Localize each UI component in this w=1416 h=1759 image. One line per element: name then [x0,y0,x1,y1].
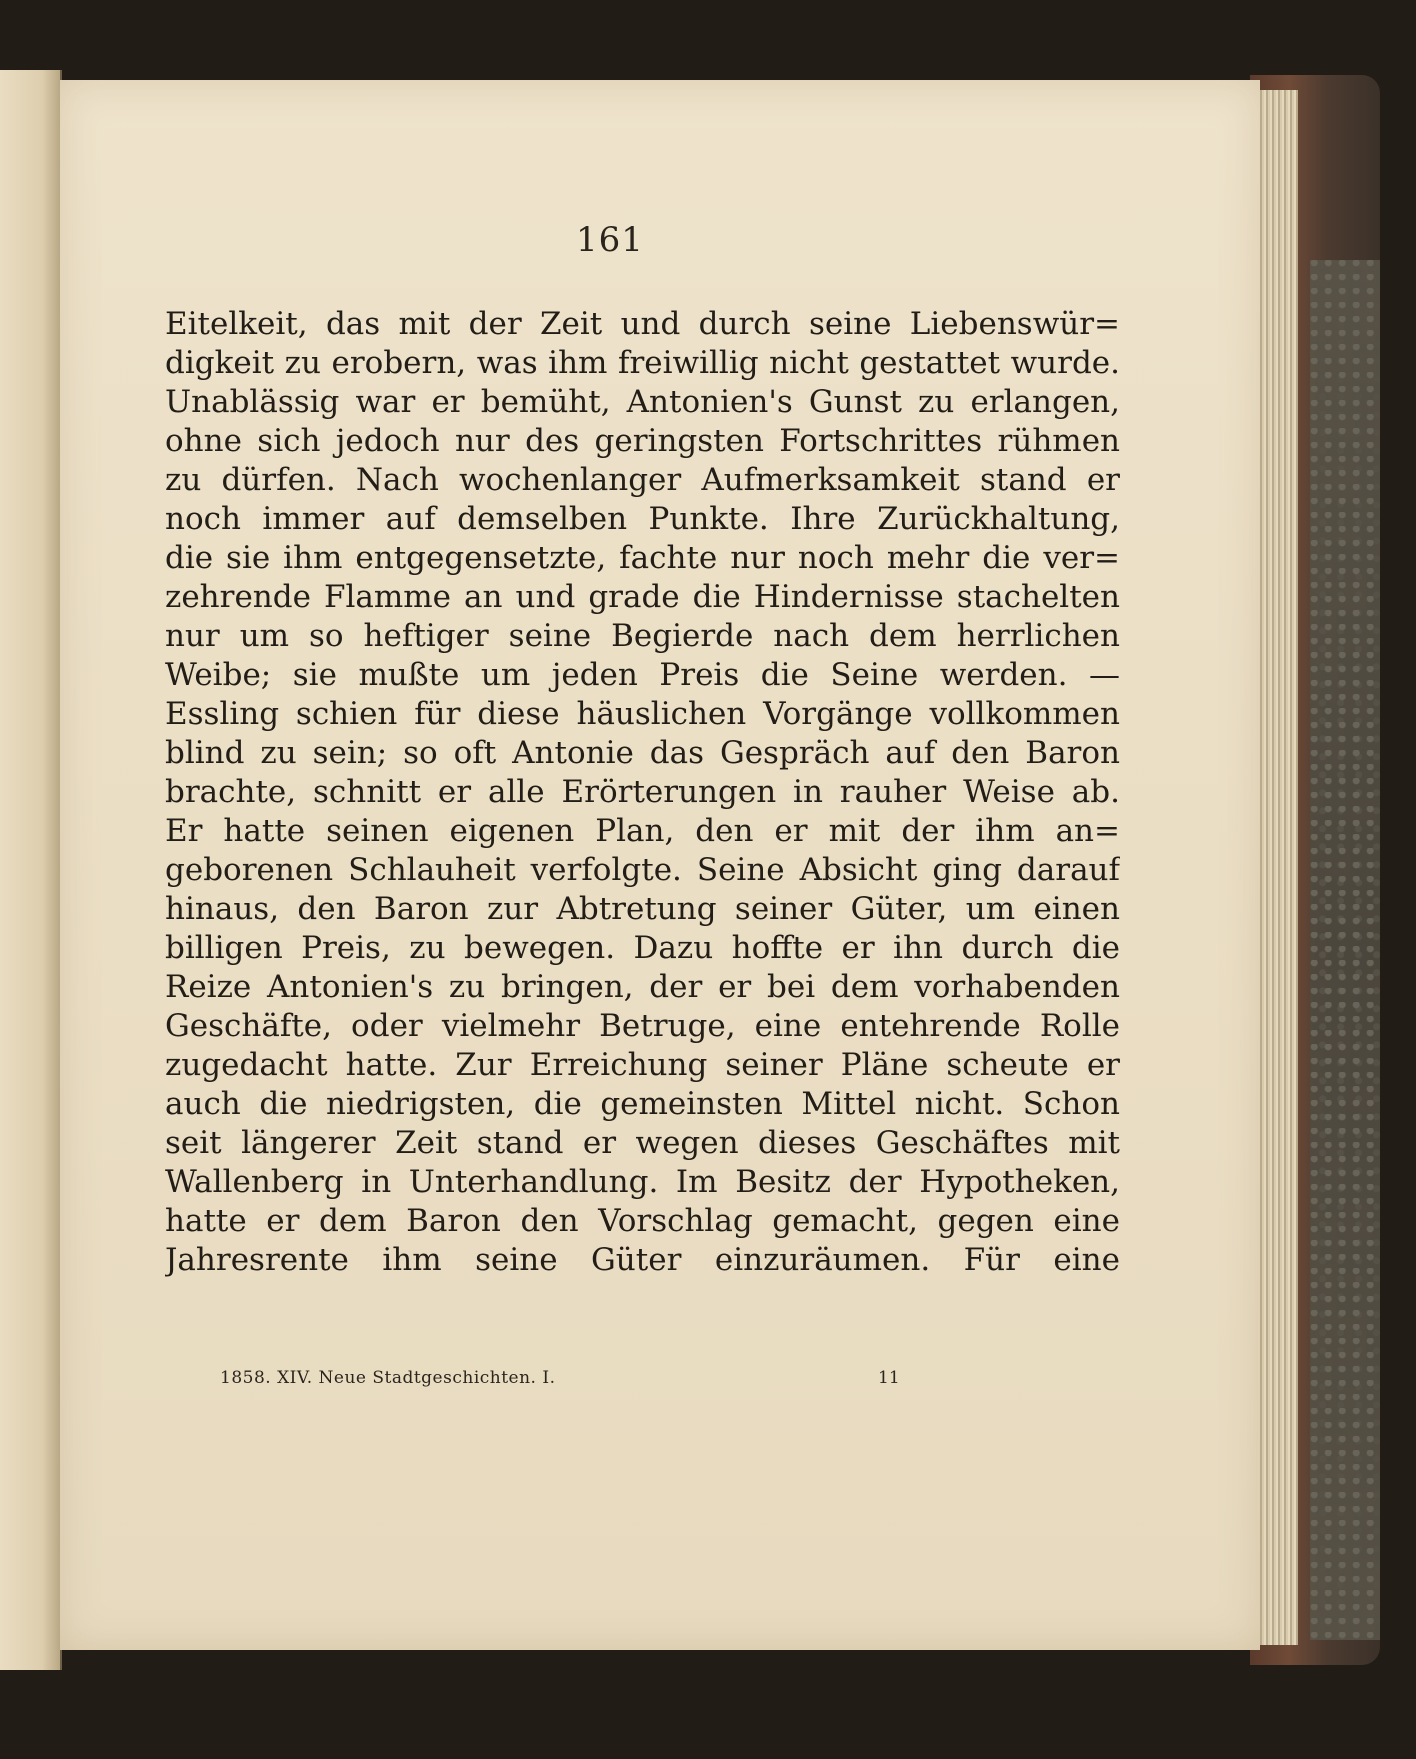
text-line: Geschäfte, oder vielmehr Betruge, eine entehrende Rolle [165,1008,1120,1044]
left-facing-page [0,70,62,1670]
text-line: zehrende Flamme an und grade die Hindernisse stachelten [165,579,1120,615]
text-line: seit längerer Zeit stand er wegen dieses Geschäftes mit [165,1125,1120,1161]
body-text [165,305,1120,1280]
text-line: Reize Antonien's zu bringen, der er bei dem vorhabenden [165,969,1120,1005]
text-line: noch immer auf demselben Punkte. Ihre Zurückhaltung, [165,501,1120,537]
text-line: zu dürfen. Nach wochenlanger Aufmerksamkeit stand er [165,462,1120,498]
text-line: Weibe; sie mußte um jeden Preis die Seine werden. — [165,657,1120,693]
page-number: 161 [576,220,644,260]
book-page [60,80,1260,1650]
text-line: Unablässig war er bemüht, Antonien's Gunst zu erlangen, [165,384,1120,420]
text-line: Wallenberg in Unterhandlung. Im Besitz der Hypotheken, [165,1164,1120,1200]
text-line: nur um so heftiger seine Begierde nach dem herrlichen [165,618,1120,654]
text-line: hatte er dem Baron den Vorschlag gemacht, gegen eine [165,1203,1120,1239]
text-line: billigen Preis, zu bewegen. Dazu hoffte er ihn durch die [165,930,1120,966]
text-line: blind zu sein; so oft Antonie das Gespräch auf den Baron [165,735,1120,771]
text-line: Er hatte seinen eigenen Plan, den er mit der ihm an= [165,813,1120,849]
text-line: Essling schien für diese häuslichen Vorgänge vollkommen [165,696,1120,732]
text-line: Jahresrente ihm seine Güter einzuräumen. Für eine [165,1242,1120,1278]
text-line: digkeit zu erobern, was ihm freiwillig nicht gestattet wurde. [165,345,1120,381]
text-line: die sie ihm entgegensetzte, fachte nur noch mehr die ver= [165,540,1120,576]
page-edge-stack [1258,90,1298,1645]
text-line: ohne sich jedoch nur des geringsten Fortschrittes rühmen [165,423,1120,459]
footer-signature: 1858. XIV. Neue Stadtgeschichten. I. [220,1368,556,1388]
text-line: auch die niedrigsten, die gemeinsten Mittel nicht. Schon [165,1086,1120,1122]
text-line: brachte, schnitt er alle Erörterungen in rauher Weise ab. [165,774,1120,810]
marbled-cover [1310,260,1380,1640]
text-line: zugedacht hatte. Zur Erreichung seiner Pläne scheute er [165,1047,1120,1083]
text-line: hinaus, den Baron zur Abtretung seiner Güter, um einen [165,891,1120,927]
text-line: geborenen Schlauheit verfolgte. Seine Absicht ging darauf [165,852,1120,888]
sheet-number: 11 [878,1368,900,1388]
text-line: Eitelkeit, das mit der Zeit und durch seine Liebenswür= [165,306,1120,342]
